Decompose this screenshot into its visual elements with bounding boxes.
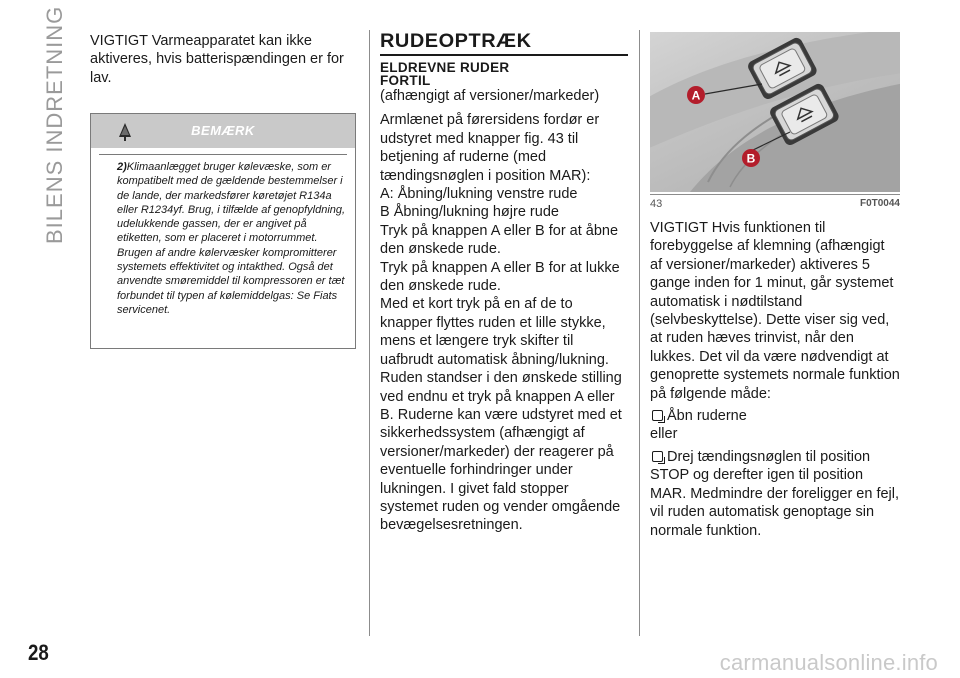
body-paragraph-6: Med et kort tryk på en af de to knapper flyttes ruden et lille stykke, mens et længere tryk skifter til uafbrudt automatisk åbning/lukning. Ruden standser i den ønskede stilling ved endnu et tryk på knappen A eller B. Ruderne kan være udstyret med et sikkerhedssystem (afhængigt af versioner/markeder) der reagerer på eventuelle forhindringer under lukningen. I givet fald stopper systemet ruden og vender omgående bevægelsesretningen. [380,296,622,534]
bullet-item-2 [650,448,900,540]
checkbox-bullet-icon [652,451,663,462]
body-paragraph-2: A: Åbning/lukning venstre rude [380,186,578,203]
figure-caption [650,194,900,213]
note-title: BEMÆRK [191,123,255,138]
sub-title-line2: FORTIL [380,72,431,88]
note-box [90,113,356,349]
note-header [91,114,355,148]
note-text: Klimaanlægget bruger kølevæske, som er kompatibelt med de gældende bestemmelser i de lande, der markedsfører køretøjet R134a eller R1234yf. Brug, i tilfælde af genopfyldning, udelukkende gassen, der er angivet på etiketten, som er placeret i motorrummet. Brugen af andre kølervæsker kompromitterer systemets effektivitet og intakthed. Også det anvendte smøremiddel til kompressoren er tæt forbundet til typen af kølemiddelgas: Se Fiats servicenet. [117,161,346,316]
window-switch-figure [650,32,900,192]
body-paragraph-1: Armlænet på førersidens fordør er udstyret med knapper fig. 43 til betjening af ruderne (med tændingsnøglen i position MAR): [380,112,600,184]
note-ref: 2) [117,161,127,173]
section-title: RUDEOPTRÆK [380,31,532,52]
sidebar-section-title-text: BILENS INDRETNING [42,5,67,244]
important-paragraph: VIGTIGT Hvis funktionen til forebyggelse af klemning (afhængigt af versioner/markeder) aktiveres 5 gange inden for 1 minut, går systemet automatisk i nødtilstand (selvbeskyttelse). Dette viser sig ved, at ruden hæves trinvist, når den lukkes. Det vil da være nødvendigt at genoprette systemets normale funktion på følgende måde: [650,220,900,402]
or-text: eller [650,426,678,443]
intro-paragraph: VIGTIGT Varmeapparatet kan ikke aktiveres, hvis batterispændingen er for lav. [90,33,344,86]
callout-label-a: A [691,88,701,103]
callout-label-b: B [746,151,756,166]
window-switch-illustration [650,32,900,192]
figure-code: F0T0044 [859,198,900,209]
column-divider-left [369,30,370,636]
body-paragraph-4: Tryk på knappen A eller B for at åbne den ønskede rude. [380,222,619,258]
body-paragraph-5: Tryk på knappen A eller B for at lukke den ønskede rude. [380,259,620,295]
watermark: carmanualsonline.info [719,650,938,675]
checkbox-bullet-icon [652,410,663,421]
column-divider-right [639,30,640,636]
column-right [650,32,900,540]
body-paragraph-3: B Åbning/lukning højre rude [380,204,559,221]
bullet-item-1 [650,407,900,425]
bullet-item-1-text: Åbn ruderne [667,408,747,425]
sub-title-line1: ELDREVNE RUDER [380,60,510,75]
page-number: 28 [28,640,49,665]
note-body [91,155,355,317]
section-rule [380,54,628,56]
bullet-item-2-text: Drej tændingsnøglen til position STOP og derefter igen til position MAR. Medmindre der foreligger en fejl, vil ruden automatisk genoptage sin normale funktion. [650,448,900,539]
figure-number: 43 [650,198,663,210]
sub-caption: (afhængigt af versioner/markeder) [380,88,600,104]
column-left [90,32,358,87]
column-middle [380,32,628,535]
